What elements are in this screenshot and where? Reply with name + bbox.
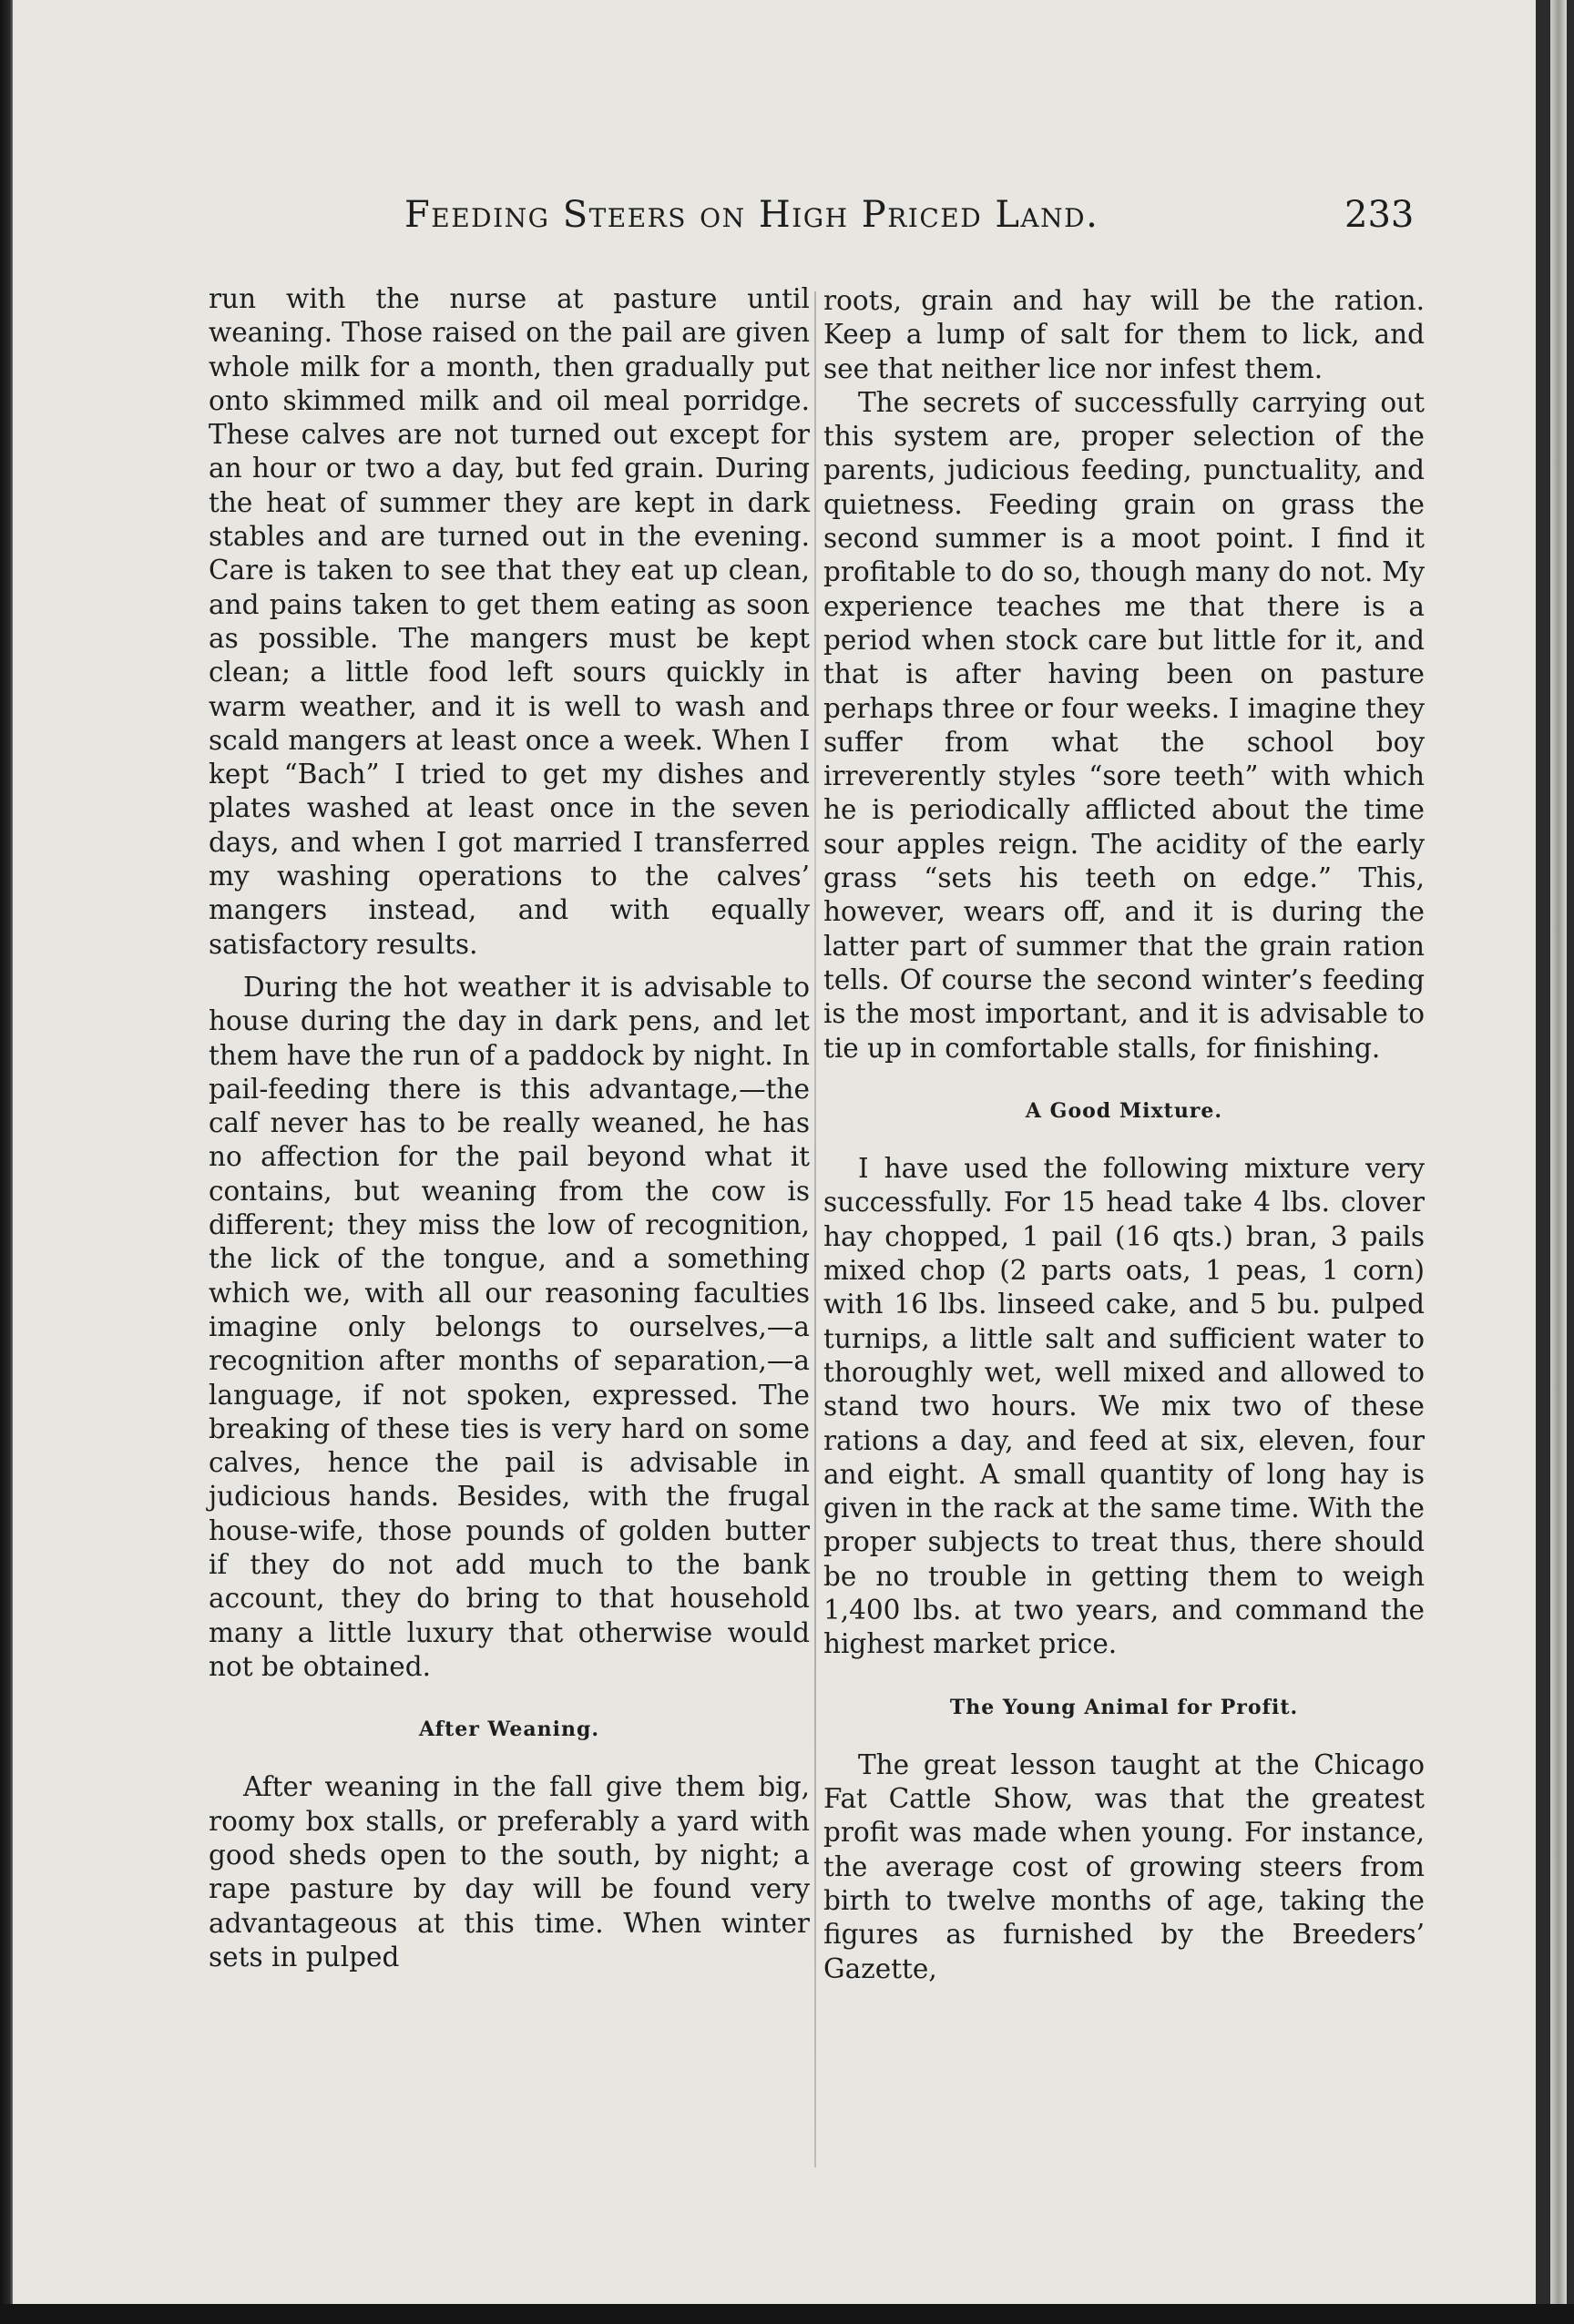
page-leaf-edge bbox=[1550, 0, 1567, 2324]
right-column bbox=[823, 284, 1425, 1986]
right-paragraph-1: roots, grain and hay will be the ration. Keep a lump of salt for them to lick, and see that neither lice nor infest them. bbox=[823, 285, 1425, 384]
heading-after-weaning: After Weaning. bbox=[418, 1718, 600, 1742]
left-paragraph-3: After weaning in the fall give them big, roomy box stalls, or preferably a yard with good sheds open to the south, by night; a rape pasture by day will be found very advantageous at this time. When winter sets in pulped bbox=[209, 1771, 810, 1972]
right-paragraph-4: The great lesson taught at the Chicago Fat Cattle Show, was that the greatest profit was made when young. For instance, the average cost of growing steers from birth to twelve months of age, taking the figures as furnished by the Breeders’ Gazette, bbox=[823, 1748, 1425, 1984]
page-header bbox=[13, 194, 1536, 249]
bottom-edge-shadow bbox=[0, 2304, 1574, 2324]
book-page bbox=[13, 0, 1536, 2304]
column-divider bbox=[814, 291, 816, 2167]
running-head: Feeding Steers on High Priced Land. bbox=[404, 194, 1099, 236]
heading-young-animal: The Young Animal for Profit. bbox=[949, 1695, 1299, 1719]
right-paragraph-2: The secrets of successfully carrying out this system are, proper selection of the parents, judicious feeding, punctuality, and quietness. Feeding grain on grass the second summer is a moot point. I find it profitable to do so, though many do not. My experience teaches me that there is a period when stock care but little for it, and that is after having been on pasture perhaps three or four weeks. I imagine they suffer from what the school boy irreverently styles “sore teeth” with which he is periodically afflicted about the time sour apples reign. The acidity of the early grass “sets his teeth on edge.” This, however, wears off, and it is during the latter part of summer that the grain ration tells. Of course the second winter’s feeding is the most important, and it is advisable to tie up in comfortable stalls, for finishing. bbox=[823, 386, 1425, 1064]
right-paragraph-3: I have used the following mixture very successfully. For 15 head take 4 lbs. clover hay chopped, 1 pail (16 qts.) bran, 3 pails mixed chop (2 parts oats, 1 peas, 1 corn) with 16 lbs. linseed cake, and 5 bu. pulped turnips, a little salt and sufficient water to thoroughly wet, well mixed and allowed to stand two hours. We mix two of these rations a day, and feed at six, eleven, four and eight. A small quantity of long hay is given in the rack at the same time. With the proper subjects to treat thus, there should be no trouble in getting them to weigh 1,400 lbs. at two years, and command the highest market price. bbox=[823, 1153, 1425, 1660]
left-paragraph-2: During the hot weather it is advisable to house during the day in dark pens, and let them have the run of a paddock by night. In pail-feeding there is this advantage,—the calf never has to be really weaned, he has no affection for the pail beyond what it contains, but weaning from the cow is different; they miss the low of recognition, the lick of the tongue, and a something which we, with all our reasoning faculties imagine only belongs to ourselves,—a recognition after months of separation,—a language, if not spoken, expressed. The breaking of these ties is very hard on some calves, hence the pail is advisable in judicious hands. Besides, with the frugal house-wife, those pounds of golden butter if they do not add much to the bank account, they do bring to that household many a little luxury that otherwise would not be obtained. bbox=[209, 971, 810, 1682]
heading-good-mixture: A Good Mixture. bbox=[1025, 1098, 1223, 1123]
left-paragraph-1: run with the nurse at pasture until weaning. Those raised on the pail are given whole milk for a month, then gradually put onto skimmed milk and oil meal porridge. These calves are not turned out except for an hour or two a day, but fed grain. During the heat of summer they are kept in dark stables and are turned out in the evening. Care is taken to see that they eat up clean, and pains taken to get them eating as soon as possible. The mangers must be kept clean; a little food left sours quickly in warm weather, and it is well to wash and scald mangers at least once a week. When I kept “Bach” I tried to get my dishes and plates washed at least once in the seven days, and when I got married I transferred my washing operations to the calves’ mangers instead, and with equally satisfactory results. bbox=[209, 283, 810, 960]
page-number: 233 bbox=[1344, 194, 1415, 236]
page-edge-shadow bbox=[1536, 0, 1574, 2324]
left-column bbox=[209, 282, 810, 1974]
